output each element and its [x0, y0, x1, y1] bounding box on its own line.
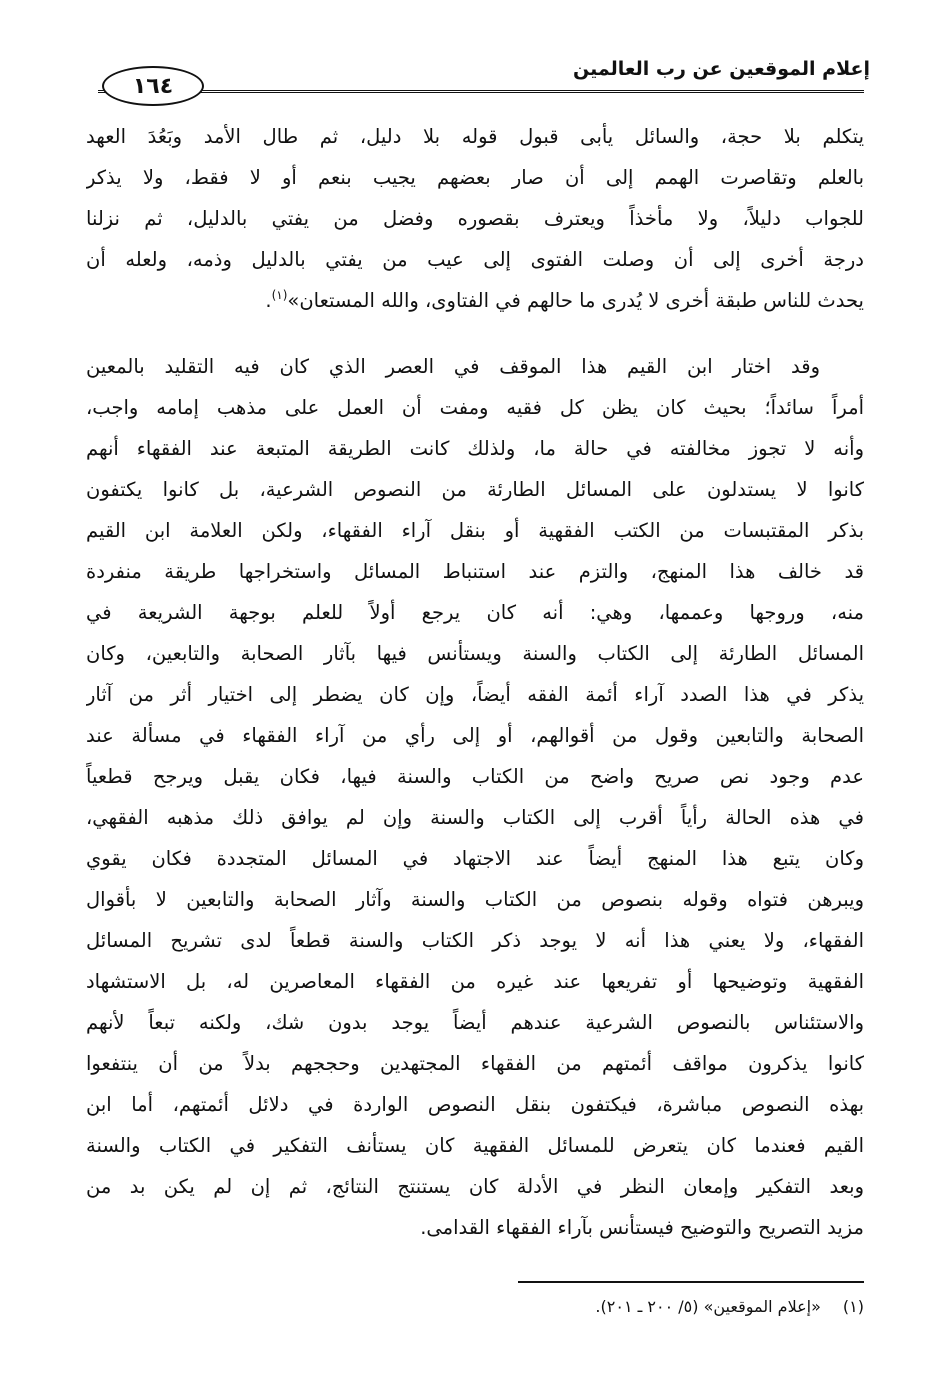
- sentence-end-mark: .: [265, 289, 272, 312]
- paragraph-line: درجة أخرى إلى أن وصلت الفتوى إلى عيب من يفتي بالدليل وذمه، ولعله أن: [86, 248, 864, 271]
- paragraph-2: [86, 346, 864, 1248]
- paragraph-line: والاستئناس بالنصوص الشرعية عندهم أيضاً يوجد بدون شك، ولكنه تبعاً لأنهم: [86, 1011, 864, 1034]
- paragraph-line: بالعلم وتقاصرت الهمم إلى أن صار بعضهم يجيب بنعم أو لا فقط، ولا يذكر: [86, 166, 864, 189]
- paragraph-line: منه، وروجها وعممها، وهي: أنه كان يرجع أولاً للعلم بوجهة الشريعة في: [86, 601, 864, 624]
- paragraph-line: ويبرهن فتواه وقوله بنصوص من الكتاب والسنة وآثار الصحابة والتابعين لا بأقوال: [86, 888, 864, 911]
- footnote-number: (١): [842, 1297, 864, 1316]
- paragraph-line: وقد اختار ابن القيم هذا الموقف في العصر الذي كان فيه التقليد بالمعين: [86, 355, 820, 378]
- footnote-separator: [518, 1281, 864, 1283]
- paragraph-line: للجواب دليلاً، ولا مأخذاً ويعترف بقصوره وفضل من يفتي بالدليل، ثم نزلنا: [86, 207, 864, 230]
- page-number: ١٦٤: [102, 66, 204, 106]
- paragraph-line: الفقهاء، ولا يعني هذا أنه لا يوجد ذكر الكتاب والسنة قطعاً لدى تشريح المسائل: [86, 929, 864, 952]
- paragraph-line: أمراً سائداً؛ بحيث كان يظن كل فقيه ومفت أن العمل على مذهب إمامه واجب،: [86, 396, 864, 419]
- footnote-reference[interactable]: (١): [271, 288, 288, 302]
- paragraph-line: كانوا يذكرون مواقف أئمتهم من الفقهاء المجتهدين وحججهم بدلاً من أن ينتفعوا: [86, 1052, 864, 1075]
- paragraph-line: المسائل الطارئة إلى الكتاب والسنة ويستأنس فيها بآثار الصحابة والتابعين، وكان: [86, 642, 864, 665]
- paragraph-line-last: [86, 280, 864, 321]
- paragraph-line: عدم وجود نص صريح واضح من الكتاب والسنة فيها، فكان يقبل ويرجح قطعياً: [86, 765, 864, 788]
- paragraph-line: الصحابة والتابعين وقول من أقوالهم، أو إلى رأي من آراء الفقهاء في مسألة عند: [86, 724, 864, 747]
- running-header-title: إعلام الموقعين عن رب العالمين: [573, 58, 870, 80]
- paragraph-line: الفقهية وتوضيحها أو تفريعها عند غيره من الفقهاء المعاصرين له، بل الاستشهاد: [86, 970, 864, 993]
- paragraph-line: في هذه الحالة رأياً أقرب إلى الكتاب والسنة وإن لم يوافق ذلك مذهبه الفقهي،: [86, 806, 864, 829]
- paragraph-line-last: مزيد التصريح والتوضيح فيستأنس بآراء الفقهاء القدامى.: [420, 1216, 864, 1239]
- paragraph-line-text: يحدث للناس طبقة أخرى لا يُدرى ما حالهم في الفتاوى، والله المستعان»: [287, 289, 864, 312]
- paragraph-line: القيم فعندما كان يتعرض للمسائل الفقهية كان يستأنف التفكير في الكتاب والسنة: [86, 1134, 864, 1157]
- paragraph-line: وكان يتبع هذا المنهج أيضاً عند الاجتهاد في المسائل المتجددة فكان يقوي: [86, 847, 864, 870]
- paragraph-line: وأنه لا تجوز مخالفته في حالة ما، ولذلك كانت الطريقة المتبعة عند الفقهاء أنهم: [86, 437, 864, 460]
- paragraph-line: بهذه النصوص مباشرة، فيكتفون بنقل النصوص الواردة في دلائل أئمتهم، أما ابن: [86, 1093, 864, 1116]
- paragraph-line: يذكر في هذا الصدد آراء أئمة الفقه أيضاً، وإن كان يضطر إلى اختيار أثر من آثار: [86, 683, 864, 706]
- footnote: [470, 1292, 864, 1322]
- footnote-text: «إعلام الموقعين» (٥/ ٢٠٠ ـ ٢٠١).: [595, 1297, 821, 1316]
- header-rule: [98, 90, 864, 93]
- paragraph-line: كانوا لا يستدلون على المسائل الطارئة من النصوص الشرعية، بل كانوا يكتفون: [86, 478, 864, 501]
- paragraph-line: وبعد التفكير وإمعان النظر في الأدلة كان يستنتج النتائج، ثم إن لم يكن بد من: [86, 1175, 864, 1198]
- paragraph-line: قد خالف هذا المنهج، والتزم عند استنباط المسائل واستخراجها طريقة منفردة: [86, 560, 864, 583]
- paragraph-1: [86, 116, 864, 321]
- paragraph-line: يتكلم بلا حجة، والسائل يأبى قبول قوله بلا دليل، ثم طال الأمد وبَعُدَ العهد: [86, 125, 864, 148]
- paragraph-line: بذكر المقتبسات من الكتب الفقهية أو بنقل آراء الفقهاء، ولكن العلامة ابن القيم: [86, 519, 864, 542]
